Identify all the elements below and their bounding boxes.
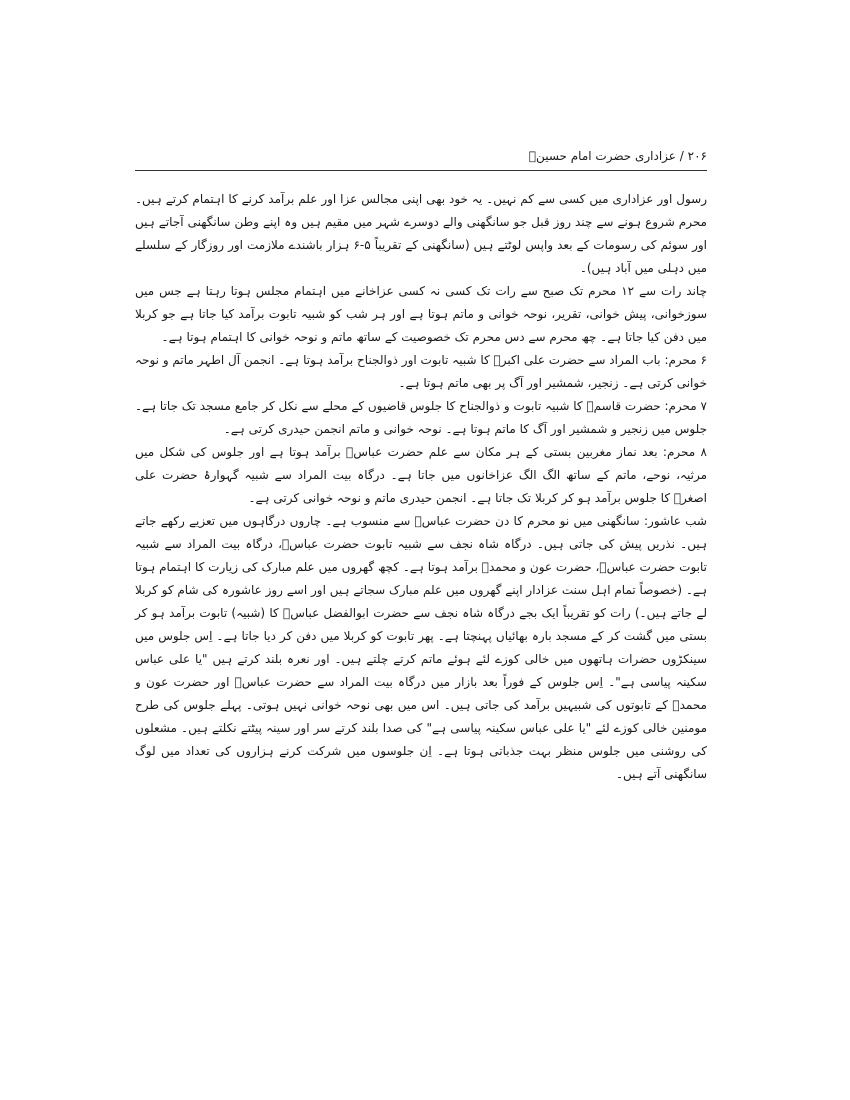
header-rule bbox=[135, 170, 707, 171]
page-number: ۲۰۶ bbox=[687, 149, 707, 163]
running-title: عزاداری حضرت امام حسینؑ bbox=[528, 149, 676, 163]
paragraph: چاند رات سے ۱۲ محرم تک صبح سے رات تک کسی نہ کسی عزاخانے میں اہتمام مجلس ہوتا رہتا ہے جس میں سوزخوانی، پیش خوانی، تقریر، نوحہ خوانی و ماتم ہوتا ہے اور ہر شب کو شبیہ تابوت برآمد کیا جاتا ہے جو کربلا میں دفن کیا جاتا ہے۔ چھ محرم سے دس محرم تک خصوصیت کے ساتھ ماتم و نوحہ خوانی کا اہتمام ہوتا ہے۔ bbox=[135, 284, 707, 344]
header-separator: / bbox=[679, 149, 684, 163]
paragraph: ۸ محرم: بعد نماز مغربین بستی کے ہر مکان سے علم حضرت عباسؑ برآمد ہوتا ہے اور جلوس کی شکل میں مرثیہ، نوحے، ماتم کے ساتھ الگ الگ عزاخانوں میں جاتا ہے۔ درگاہ بیت المراد سے شبیہ گہوارۂ حضرت علی اصغرؑ کا جلوس برآمد ہو کر کربلا تک جاتا ہے۔ انجمن حیدری ماتم و نوحہ خوانی کرتی ہے۔ bbox=[135, 445, 707, 505]
paragraph: ۷ محرم: حضرت قاسمؑ کا شبیہ تابوت و ذوالجناح کا جلوس قاضیوں کے محلے سے نکل کر جامع مسجد تک جاتا ہے۔ جلوس میں زنجیر و شمشیر اور آگ کا ماتم ہوتا ہے۔ نوحہ خوانی و ماتم انجمن حیدری کرتی ہے۔ bbox=[135, 399, 707, 436]
page-header bbox=[135, 147, 707, 165]
paragraph: ۶ محرم: باب المراد سے حضرت علی اکبرؑ کا شبیہ تابوت اور ذوالجناح برآمد ہوتا ہے۔ انجمن آل اطہر ماتم و نوحہ خوانی کرتی ہے۔ زنجیر، شمشیر اور آگ پر بھی ماتم ہوتا ہے۔ bbox=[135, 353, 707, 390]
paragraph: شب عاشور: سانگھنی میں نو محرم کا دن حضرت عباسؑ سے منسوب ہے۔ چاروں درگاہوں میں تعزیے رکھے جاتے ہیں۔ نذریں پیش کی جاتی ہیں۔ درگاہ شاہ نجف سے شبیہ تابوت حضرت عباسؑ، درگاہ بیت المراد سے شبیہ تابوت حضرت عباسؑ، حضرت عون و محمدؑ برآمد ہوتا ہے۔ کچھ گھروں میں علم مبارک کی زیارت کا اہتمام ہوتا ہے۔ (خصوصاً تمام اہل سنت عزادار اپنے گھروں میں علم مبارک سجاتے ہیں اور اسے روز عاشورہ کی شام کو کربلا لے جاتے ہیں۔) رات کو تقریباً ایک بجے درگاہ شاہ نجف سے حضرت ابوالفضل عباسؑ کا (شبیہ) تابوت برآمد ہو کر بستی میں گشت کر کے مسجد بارہ بھائیاں پہنچتا ہے۔ پھر تابوت کو کربلا میں دفن کر دیا جاتا ہے۔ اِس جلوس میں سینکڑوں حضرات ہاتھوں میں خالی کوزے لئے ہوئے ماتم کرتے چلتے ہیں۔ اور نعرہ بلند کرتے ہیں "یا علی عباس سکینہ پیاسی ہے"۔ اِس جلوس کے فوراً بعد بازار میں درگاہ بیت المراد سے حضرت عباسؑ اور حضرت عون و محمدؑ کے تابوتوں کی شبیہیں برآمد کی جاتی ہیں۔ اس میں بھی نوحہ خوانی نہیں ہوتی۔ پہلے جلوس کی طرح مومنین خالی کوزے لئے "یا علی عباس سکینہ پیاسی ہے" کی صدا بلند کرتے سر اور سینہ پیٹتے نکلتے ہیں۔ مشعلوں کی روشنی میں جلوس منظر بہت جذباتی ہوتا ہے۔ اِن جلوسوں میں شرکت کرنے ہزاروں کی تعداد میں لوگ سانگھنی آتے ہیں۔ bbox=[135, 514, 707, 781]
body-text bbox=[135, 188, 707, 786]
paragraph: رسول اور عزاداری میں کسی سے کم نہیں۔ یہ خود بھی اپنی مجالس عزا اور علم برآمد کرنے کا اہتمام کرتے ہیں۔ محرم شروع ہونے سے چند روز قبل جو سانگھنی والے دوسرے شہر میں مقیم ہیں وہ اپنے وطن سانگھنی آجاتے ہیں اور سوئم کی رسومات کے بعد واپس لوٹتے ہیں (سانگھنی کے تقریباً ۵-۶ ہزار باشندے ملازمت اور روزگار کے سلسلے میں دہلی میں آباد ہیں)۔ bbox=[135, 192, 707, 275]
